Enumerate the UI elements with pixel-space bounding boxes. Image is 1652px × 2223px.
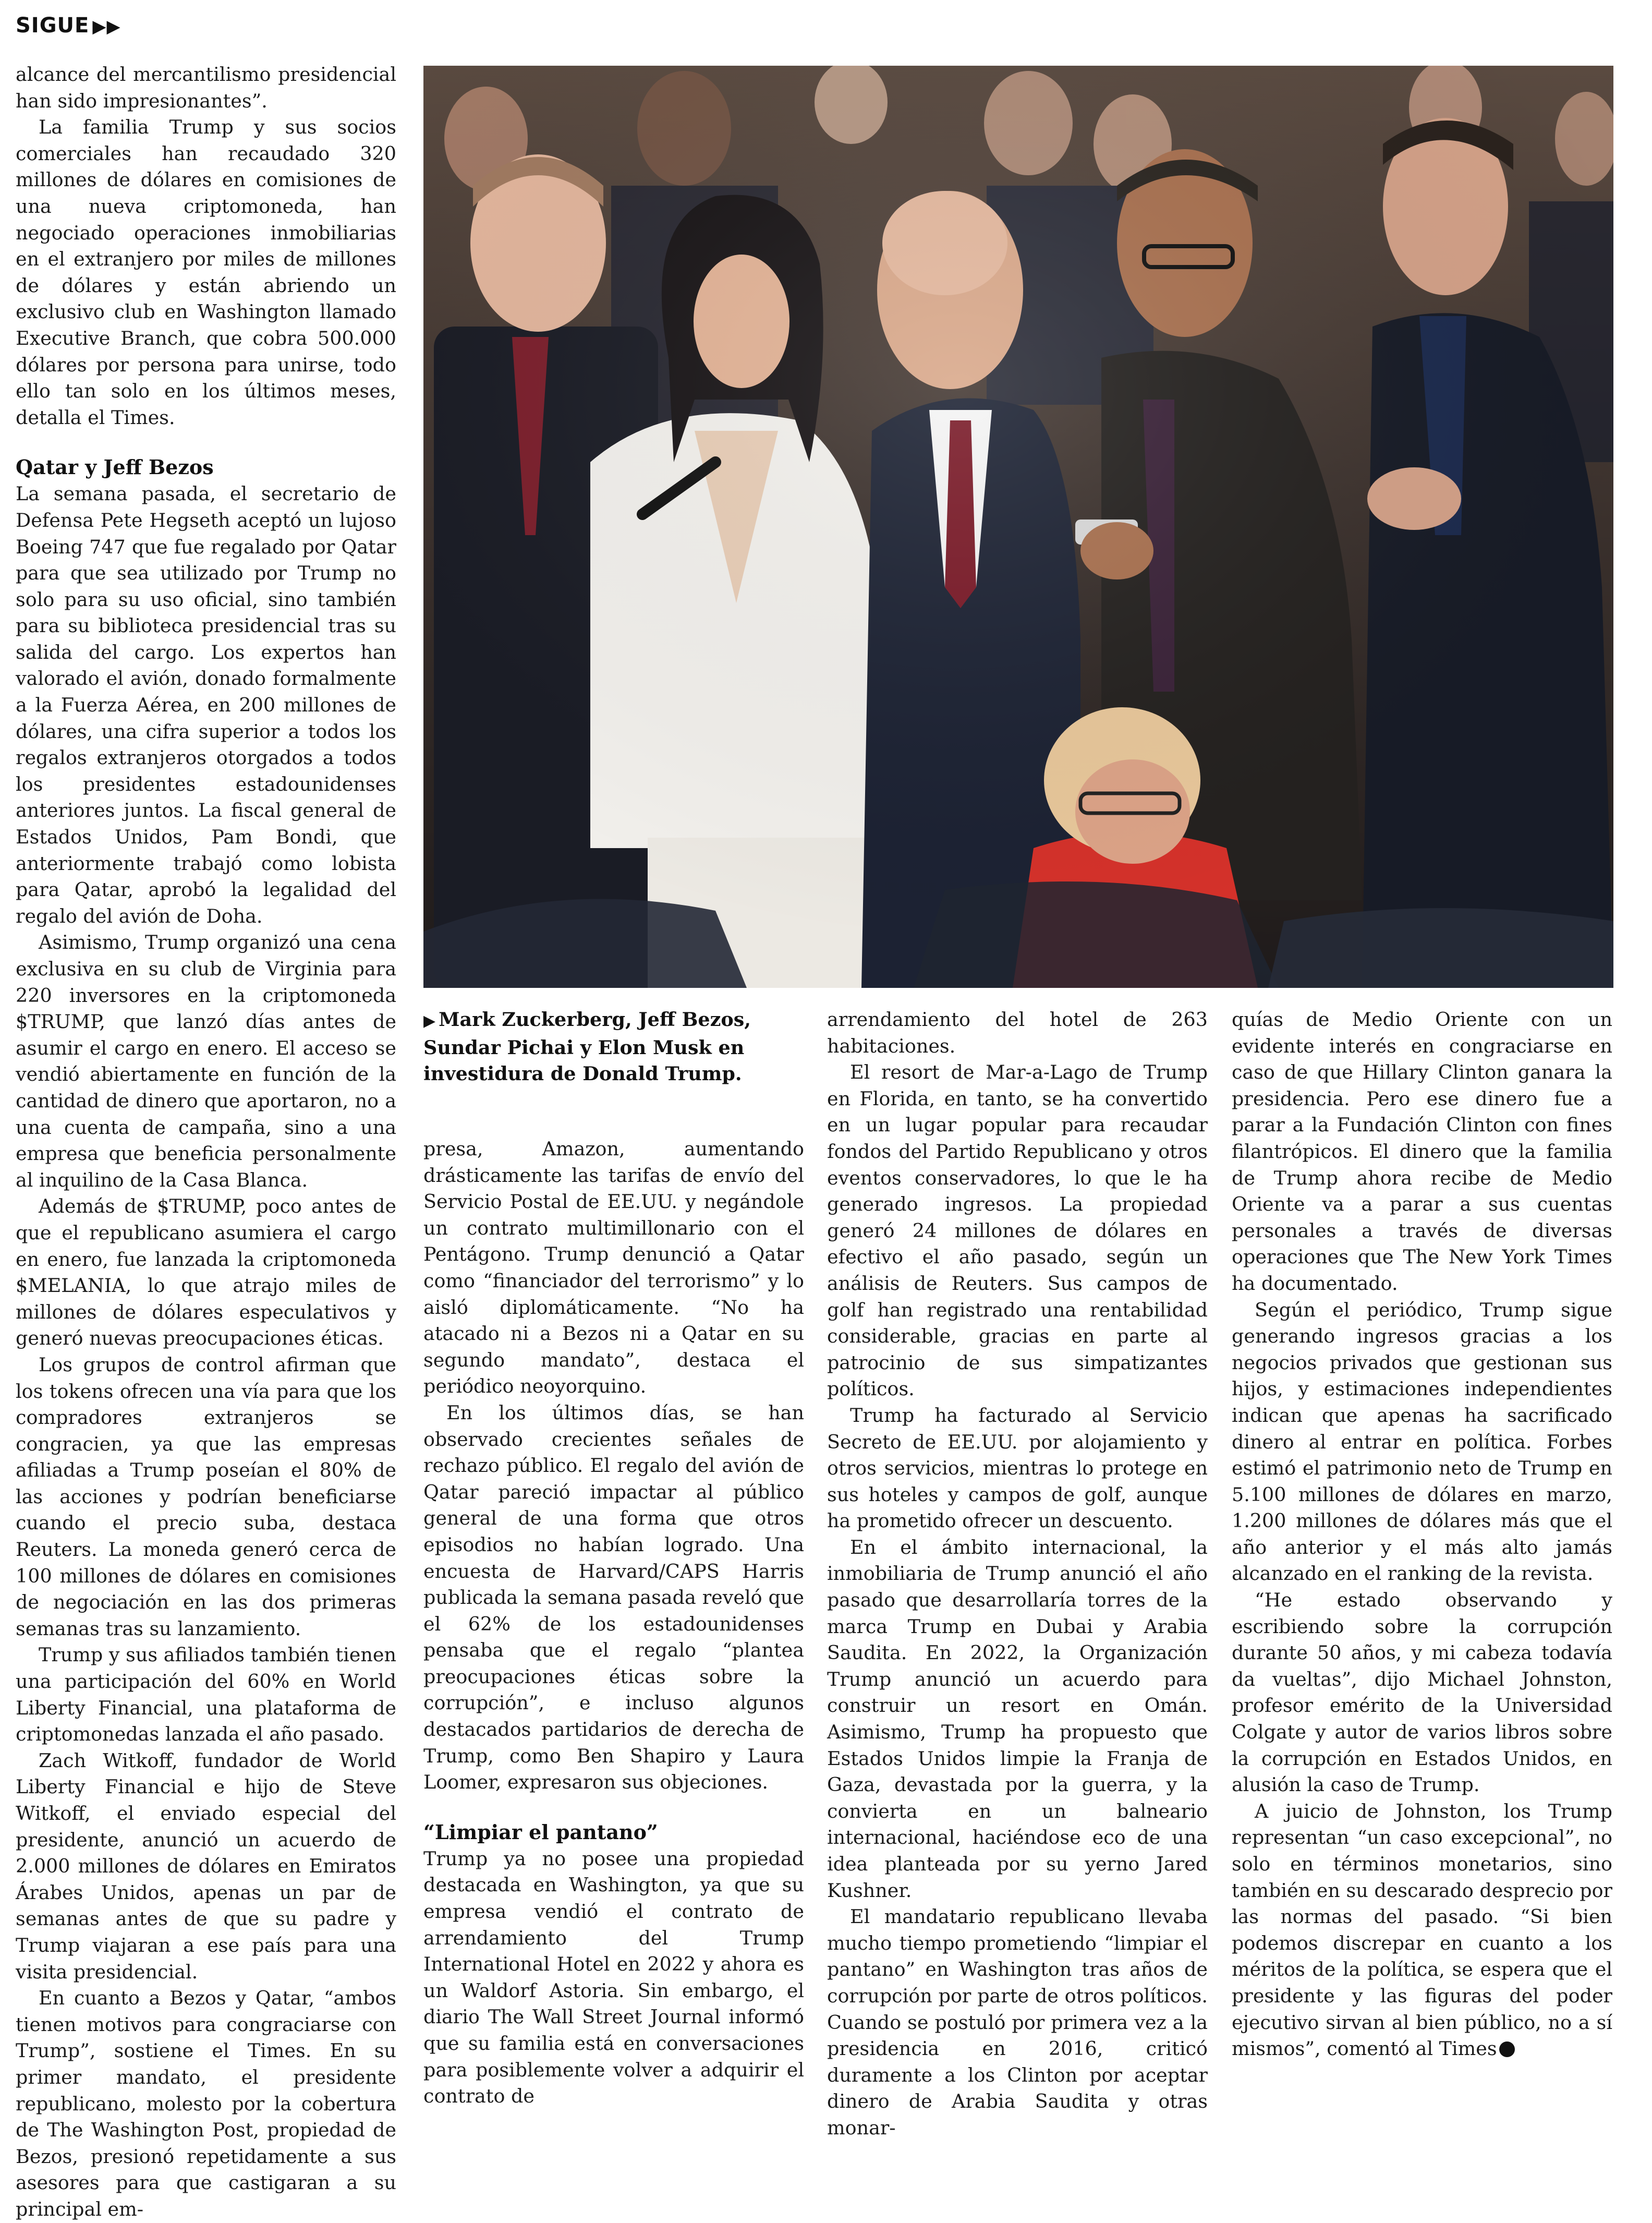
paragraph: En los últimos días, se han observado crecientes señales de rechazo público. El regalo del avión de Qatar pareció impactar al público general de una forma que otros episodios no habían logrado. Una encuesta de Harvard/CAPS Harris publicada la semana pasada reveló que el 62% de los estadounidenses pensaba que el regalo “plantea preocupaciones éticas sobre la corrupción”, e incluso algunos destacados partidarios de derecha de Trump, como Ben Shapiro y Laura Loomer, expresaron sus objeciones. bbox=[423, 1401, 804, 1794]
continues-arrows-icon: ▶▶ bbox=[92, 16, 121, 37]
section-heading: Qatar y Jeff Bezos bbox=[16, 455, 214, 479]
caption-marker-icon: ▶ bbox=[423, 1012, 436, 1030]
paragraph: En cuanto a Bezos y Qatar, “ambos tienen motivos para congraciarse con Trump”, sostiene el Times. En su primer mandato, el presidente republicano, molesto por la cobertura de The Washington Post, propiedad de Bezos, presionó repetidamente a sus asesores para que castigaran a su principal em- bbox=[16, 1987, 396, 2220]
photo-caption bbox=[423, 1007, 804, 1088]
continues-header bbox=[16, 14, 121, 38]
caption-text: Mark Zuckerberg, Jeff Bezos, Sundar Pichai y Elon Musk en investidura de Donald Trump. bbox=[423, 1008, 751, 1085]
section-heading: “Limpiar el pantano” bbox=[423, 1820, 658, 1844]
article-column-4 bbox=[1232, 1007, 1612, 2060]
paragraph: Según el periódico, Trump sigue generando ingresos gracias a los negocios privados que gestionan sus hijos, y estimaciones independientes indican que apenas ha sacrificado dinero al entrar en política. Forbes estimó el patrimonio neto de Trump en 5.100 millones de dólares en marzo, 1.200 millones de dólares más que el año anterior y el más alto jamás alcanzado en el ranking de la revista. bbox=[1232, 1298, 1612, 1585]
paragraph: Trump y sus afiliados también tienen una participación del 60% en World Liberty Financial, una plataforma de criptomonedas lanzada el año pasado. bbox=[16, 1644, 396, 1746]
paragraph: El resort de Mar-a-Lago de Trump en Florida, en tanto, se ha convertido en un lugar popular para recaudar fondos del Partido Republicano y otros eventos conservadores, lo que le ha generado ingresos. La propiedad generó 24 millones de dólares en efectivo el año pasado, según un análisis de Reuters. Sus campos de golf han registrado una rentabilidad considerable, gracias en parte al patrocinio de sus simpatizantes políticos. bbox=[827, 1061, 1208, 1400]
continues-label: SIGUE bbox=[16, 14, 90, 38]
article-column-1 bbox=[16, 62, 396, 2220]
paragraph: alcance del mercantilismo presidencial han sido impresionantes”. bbox=[16, 63, 396, 112]
paragraph: quías de Medio Oriente con un evidente interés en congraciarse en caso de que Hillary Clinton ganara la presidencia. Pero ese dinero fue a parar a la Fundación Clinton con fines filantrópicos. El dinero que la familia de Trump ahora recibe de Medio Oriente va a parar a sus cuentas personales a través de diversas operaciones que The New York Times ha documentado. bbox=[1232, 1008, 1612, 1295]
paragraph: La familia Trump y sus socios comerciales han recaudado 320 millones de dólares en comisiones de una nueva criptomoneda, han negociado operaciones inmobiliarias en el extranjero por miles de millones de dólares y están abriendo un exclusivo club en Washington llamado Executive Branch, que cobra 500.000 dólares por persona para unirse, todo ello tan solo en los últimos meses, detalla el Times. bbox=[16, 116, 396, 429]
end-of-article-icon bbox=[1499, 2041, 1515, 2057]
paragraph: Trump ya no posee una propiedad destacada en Washington, ya que su empresa vendió el contrato de arrendamiento del Trump International Hotel en 2022 y ahora es un Waldorf Astoria. Sin embargo, el diario The Wall Street Journal informó que su familia está en conversaciones para posiblemente volver a adquirir el contrato de bbox=[423, 1847, 804, 2108]
paragraph: “He estado observando y escribiendo sobre la corrupción durante 50 años, y mi cabeza todavía da vueltas”, dijo Michael Johnston, profesor emérito de la Universidad Colgate y autor de varios libros sobre la corrupción en Estados Unidos, en alusión la caso de Trump. bbox=[1232, 1589, 1612, 1796]
paragraph: La semana pasada, el secretario de Defensa Pete Hegseth aceptó un lujoso Boeing 747 que fue regalado por Qatar para que sea utilizado por Trump no solo para su uso oficial, sino también para su biblioteca presidencial tras su salida del cargo. Los expertos han valorado el avión, donado formalmente a la Fuerza Aérea, en 200 millones de dólares, una cifra superior a todos los regalos extranjeros otorgados a todos los presidentes estadounidenses anteriores juntos. La fiscal general de Estados Unidos, Pam Bondi, que anteriormente trabajó como lobista para Qatar, aprobó la legalidad del regalo del avión de Doha. bbox=[16, 482, 396, 927]
paragraph: arrendamiento del hotel de 263 habitaciones. bbox=[827, 1008, 1208, 1057]
paragraph: Zach Witkoff, fundador de World Liberty Financial e hijo de Steve Witkoff, el enviado especial del presidente, anunció un acuerdo de 2.000 millones de dólares en Emiratos Árabes Unidos, apenas un par de semanas antes de que su padre y Trump viajaran a ese país para una visita presidencial. bbox=[16, 1749, 396, 1983]
paragraph: Los grupos de control afirman que los tokens ofrecen una vía para que los compradores extranjeros se congracien, ya que las empresas afiliadas a Trump poseían el 80% de las acciones y podrían beneficiarse cuando el precio suba, destaca Reuters. La moneda generó cerca de 100 millones de dólares en comisiones de negociación en las dos primeras semanas tras su lanzamiento. bbox=[16, 1353, 396, 1640]
final-text: A juicio de Johnston, los Trump representan “un caso excepcional”, no solo en términos monetarios, sino también en su descarado desprecio por las normas del pasado. “Si bien podemos discrepar en cuanto a los méritos de la política, se espera que el presidente y las figuras del poder ejecutivo sirvan al bien público, no a sí mismos”, comentó al Times bbox=[1232, 1799, 1612, 2060]
paragraph: presa, Amazon, aumentando drásticamente las tarifas de envío del Servicio Postal de EE.UU. y negándole un contrato multimillonario con el Pentágono. Trump denunció a Qatar como “financiador del terrorismo” y lo aisló diplomáticamente. “No ha atacado ni a Bezos ni a Qatar en su segundo mandato”, destaca el periódico neoyorquino. bbox=[423, 1138, 804, 1398]
paragraph-final bbox=[1232, 1798, 1612, 2062]
article-column-3 bbox=[827, 1007, 1208, 2139]
paragraph: Además de $TRUMP, poco antes de que el republicano asumiera el cargo en enero, fue lanzada la criptomoneda $MELANIA, lo que atrajo miles de millones de dólares especulativos y generó nuevas preocupaciones éticas. bbox=[16, 1195, 396, 1350]
paragraph: Trump ha facturado al Servicio Secreto de EE.UU. por alojamiento y otros servicios, mientras lo protege en sus hoteles y campos de golf, aunque ha prometido ofrecer un descuento. bbox=[827, 1404, 1208, 1532]
paragraph: En el ámbito internacional, la inmobiliaria de Trump anunció el año pasado que desarrollaría torres de la marca Trump en Dubai y Arabia Saudita. En 2022, la Organización Trump anunció un acuerdo para construir un resort en Omán. Asimismo, Trump ha propuesto que Estados Unidos limpie la Franja de Gaza, devastada por la guerra, y la convierta en un balneario internacional, haciéndose eco de una idea planteada por su yerno Jared Kushner. bbox=[827, 1536, 1208, 1902]
paragraph: El mandatario republicano llevaba mucho tiempo prometiendo “limpiar el pantano” en Washington tras años de corrupción por parte de otros políticos. Cuando se postuló por primera vez a la presidencia en 2016, criticó duramente a los Clinton por aceptar dinero de Arabia Saudita y otras monar- bbox=[827, 1905, 1208, 2139]
paragraph: Asimismo, Trump organizó una cena exclusiva en su club de Virginia para 220 inversores en la criptomoneda $TRUMP, que lanzó días antes de asumir el cargo en enero. El acceso se vendió abiertamente en función de la cantidad de dinero que aportaron, no a una cuenta de campaña, sino a una empresa que beneficia personalmente al inquilino de la Casa Blanca. bbox=[16, 931, 396, 1191]
inauguration-photo bbox=[423, 66, 1613, 988]
article-column-2 bbox=[423, 1136, 804, 2108]
photo-illustration bbox=[423, 66, 1613, 988]
